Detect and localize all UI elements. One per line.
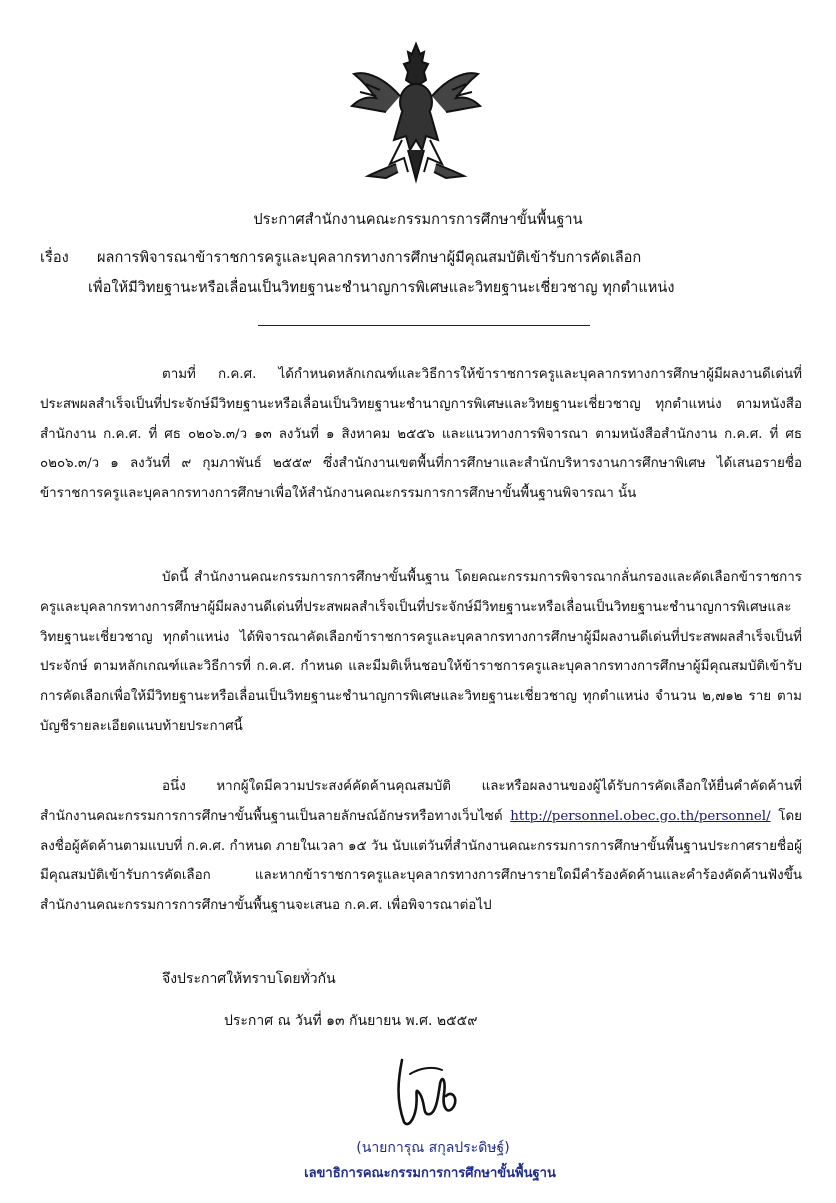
garuda-emblem (346, 40, 486, 185)
subject-line-2: เพื่อให้มีวิทยฐานะหรือเลื่อนเป็นวิทยฐานะชำนาญการพิเศษและวิทยฐานะเชี่ยวชาญ ทุกตำแหน่ง (88, 279, 675, 296)
announcement-date: ประกาศ ณ วันที่ ๑๓ กันยายน พ.ศ. ๒๕๕๙ (224, 1013, 478, 1029)
paragraph-3 (40, 772, 802, 921)
paragraph-1-text: ตามที่ ก.ค.ศ. ได้กำหนดหลักเกณฑ์และวิธีการให้ข้าราชการครูและบุคลากรทางการศึกษาผู้มีผลงานดีเด่นที่ประสพผลสำเร็จเป็นที่ประจักษ์มีวิทยฐานะหรือเลื่อนเป็นวิทยฐานะชำนาญการพิเศษและวิทยฐานะเชี่ยวชาญ ทุกตำแหน่ง ตามหนังสือสำนักงาน ก.ค.ศ. ที่ ศธ ๐๒๐๖.๓/ว ๑๓ ลงวันที่ ๑ สิงหาคม ๒๕๕๖ และแนวทางการพิจารณา ตามหนังสือสำนักงาน ก.ค.ศ. ที่ ศธ ๐๒๐๖.๓/ว ๑ ลงวันที่ ๙ กุมภาพันธ์ ๒๕๕๙ ซึ่งสำนักงานเขตพื้นที่การศึกษาและสำนักบริหารงานการศึกษาพิเศษ ได้เสนอรายชื่อข้าราชการครูและบุคลากรทางการศึกษาเพื่อให้สำนักงานคณะกรรมการการศึกษาขั้นพื้นฐานพิจารณา นั้น (40, 367, 802, 502)
handwritten-signature (380, 1050, 470, 1135)
closing-statement: จึงประกาศให้ทราบโดยทั่วกัน (162, 971, 336, 987)
personnel-website-link[interactable]: http://personnel.obec.go.th/personnel/ (510, 808, 771, 824)
paragraph-2-text: บัดนี้ สำนักงานคณะกรรมการการศึกษาขั้นพื้นฐาน โดยคณะกรรมการพิจารณากลั่นกรองและคัดเลือกข้าราชการครูและบุคลากรทางการศึกษาผู้มีผลงานดีเด่นที่ประสพผลสำเร็จเป็นที่ประจักษ์มีวิทยฐานะหรือเลื่อนเป็นวิทยฐานะชำนาญการพิเศษและวิทยฐานะเชี่ยวชาญ ทุกตำแหน่ง ได้พิจารณาคัดเลือกข้าราชการครูและบุคลากรทางการศึกษาผู้มีผลงานดีเด่นที่ประสพผลสำเร็จเป็นที่ประจักษ์ ตามหลักเกณฑ์และวิธีการที่ ก.ค.ศ. กำหนด และมีมติเห็นชอบให้ข้าราชการครูและบุคลากรทางการศึกษาผู้มีคุณสมบัติเข้ารับการคัดเลือกเพื่อให้มีวิทยฐานะหรือเลื่อนเป็นวิทยฐานะชำนาญการพิเศษและวิทยฐานะเชี่ยวชาญ ทุกตำแหน่ง จำนวน ๒,๗๑๒ ราย ตามบัญชีรายละเอียดแนบท้ายประกาศนี้ (40, 570, 802, 734)
announcement-heading: ประกาศสำนักงานคณะกรรมการการศึกษาขั้นพื้นฐาน (253, 211, 583, 228)
paragraph-3-text-after: โดยลงชื่อผู้คัดค้านตามแบบที่ ก.ค.ศ. กำหนด ภายในเวลา ๑๕ วัน นับแต่วันที่สำนักงานคณะกรรมการการศึกษาขั้นพื้นฐานประกาศรายชื่อผู้มีคุณสมบัติเข้ารับการคัดเลือก และหากข้าราชการครูและบุคลากรทางการศึกษารายใดมีคำร้องคัดค้านและคำร้องคัดค้านฟังขึ้น สำนักงานคณะกรรมการการศึกษาขั้นพื้นฐานจะเสนอ ก.ค.ศ. เพื่อพิจารณาต่อไป (40, 808, 802, 914)
separator-rule (258, 325, 590, 326)
subject-label: เรื่อง (40, 249, 69, 266)
signatory-name: (นายการุณ สกุลประดิษฐ์) (356, 1140, 510, 1156)
paragraph-1 (40, 360, 802, 509)
subject-line-1: ผลการพิจารณาข้าราชการครูและบุคลากรทางการศึกษาผู้มีคุณสมบัติเข้ารับการคัดเลือก (97, 249, 642, 266)
signatory-position: เลขาธิการคณะกรรมการการศึกษาขั้นพื้นฐาน (304, 1166, 556, 1181)
paragraph-3-text-before: อนึ่ง หากผู้ใดมีความประสงค์คัดค้านคุณสมบัติ และหรือผลงานของผู้ได้รับการคัดเลือกให้ยื่นคำคัดค้านที่สำนักงานคณะกรรมการการศึกษาขั้นพื้นฐานเป็นลายลักษณ์อักษรหรือทางเว็บไซต์ (40, 779, 802, 824)
paragraph-2 (40, 563, 802, 742)
